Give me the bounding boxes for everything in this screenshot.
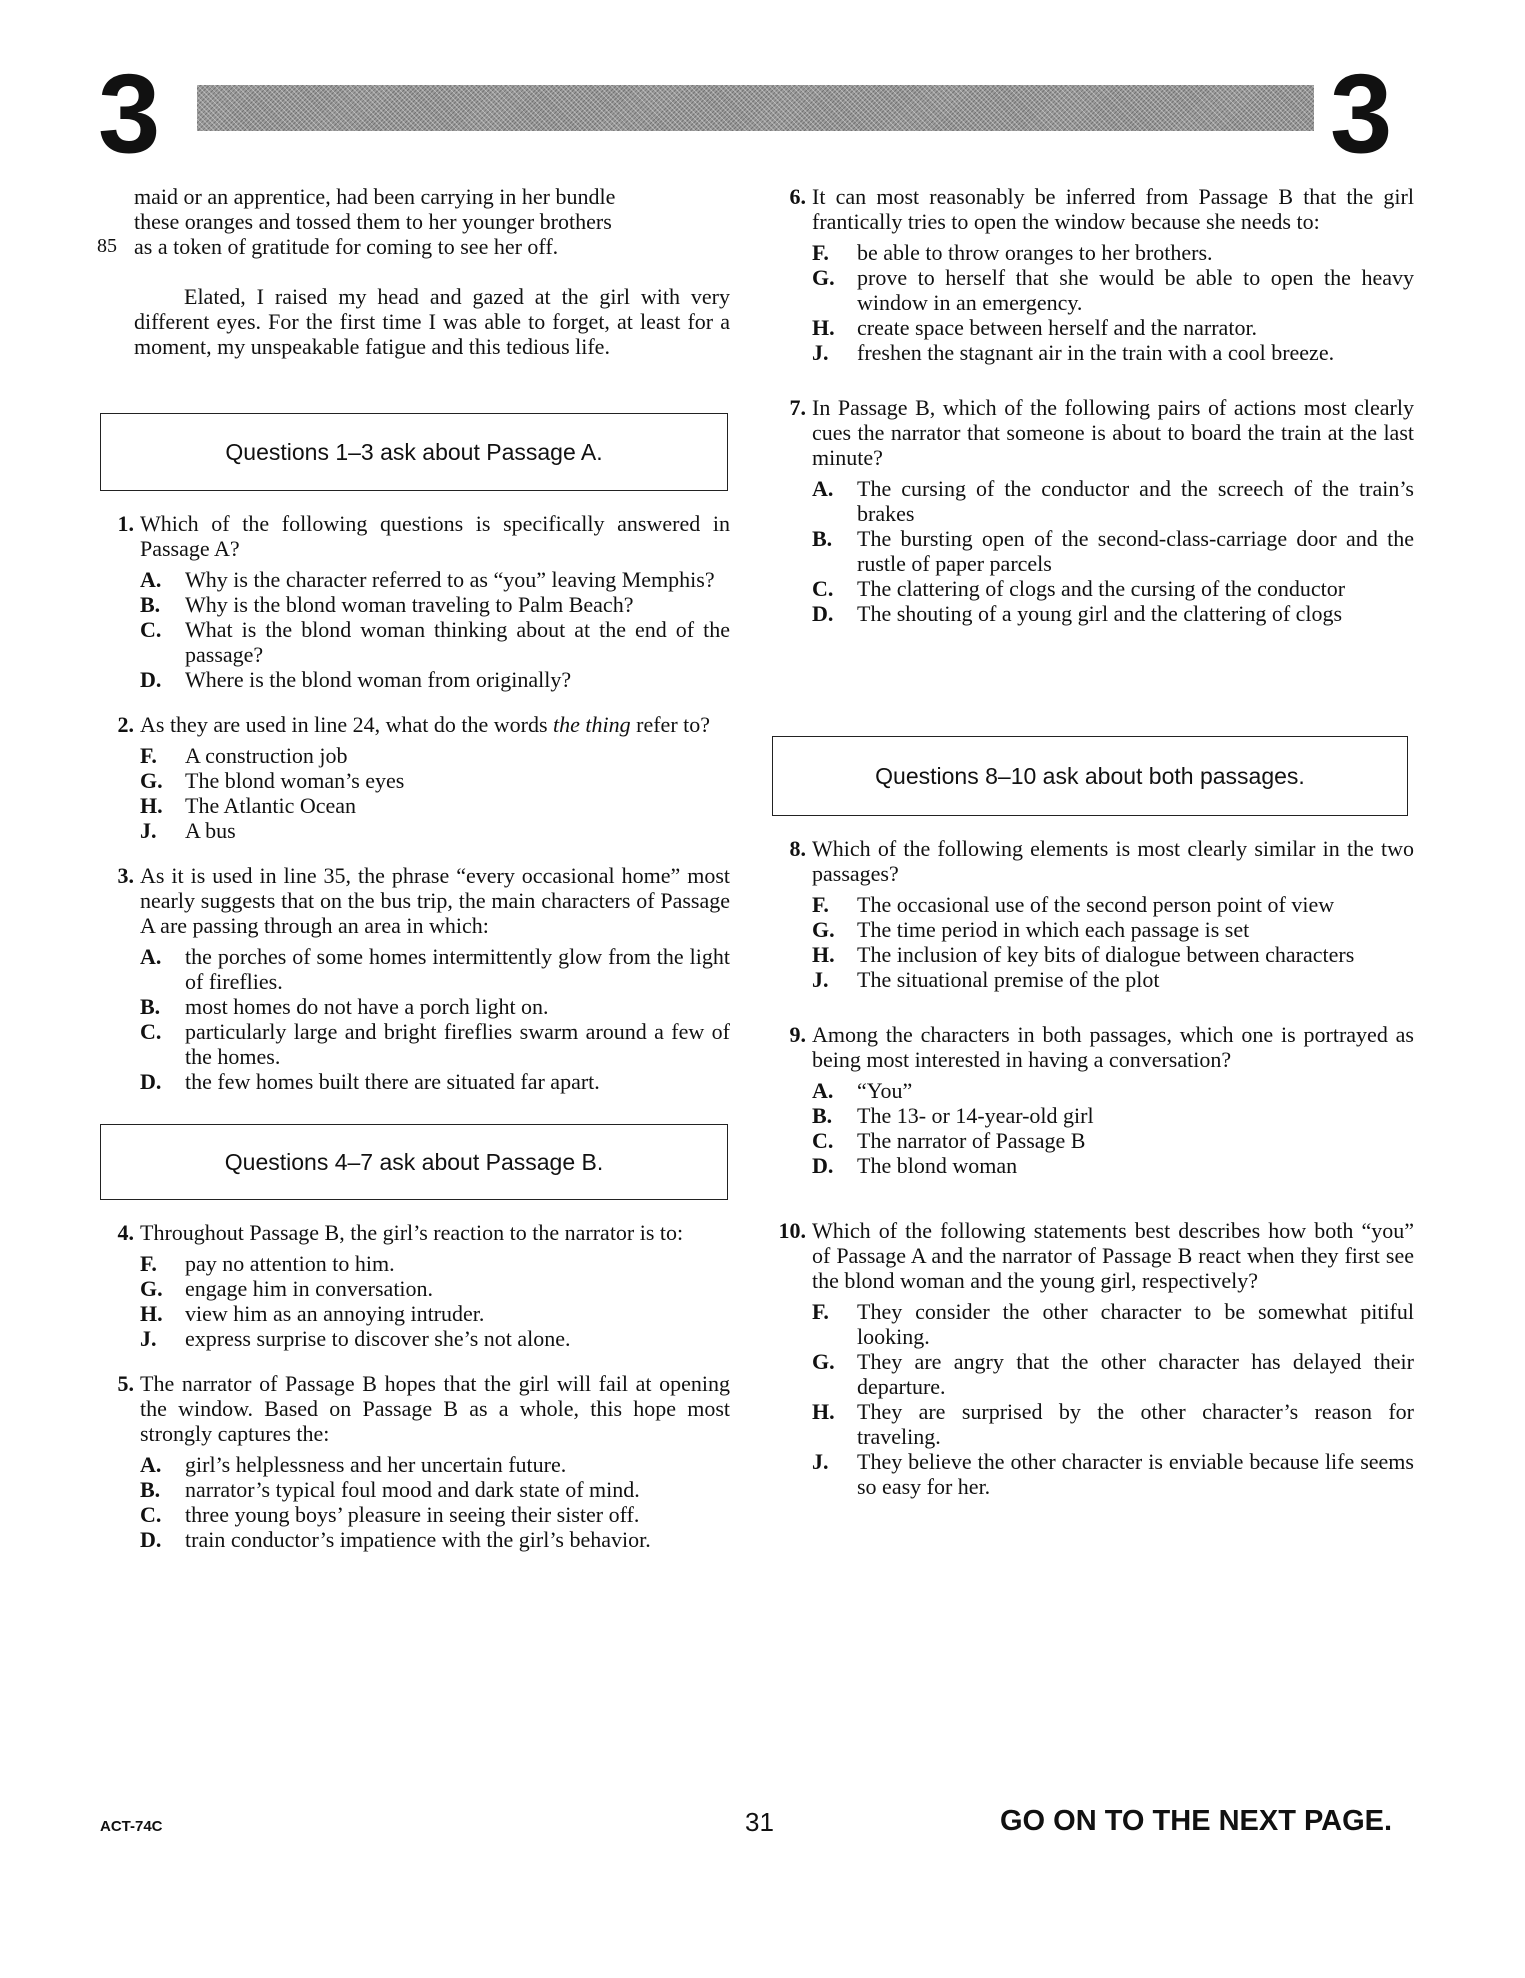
question-number: 10. [778,1218,806,1243]
option-letter: J. [812,967,829,992]
right-column [772,184,1414,1499]
answer-options [812,1299,1414,1499]
question-stem: The narrator of Passage B hopes that the girl will fail at opening the window. Based on Passage B as a whole, this hope most strongly captures the: [140,1371,730,1446]
answer-option[interactable] [140,1326,730,1351]
option-letter: G. [812,917,835,942]
option-letter: C. [140,1502,162,1527]
question-stem: Throughout Passage B, the girl’s reaction to the narrator is to: [140,1220,684,1245]
question-number: 1. [117,511,134,536]
option-letter: A. [140,567,162,592]
option-letter: H. [140,1301,163,1326]
option-letter: F. [140,1251,157,1276]
option-letter: D. [140,1527,162,1552]
option-letter: D. [140,667,162,692]
answer-option[interactable] [140,944,730,994]
question-2 [100,712,730,843]
option-text: the porches of some homes intermittently glow from the light of fireflies. [185,944,730,994]
option-letter: J. [140,1326,157,1351]
passage-line-text: these oranges and tossed them to her younger brothers [134,209,612,234]
stem-text: As they are used in line 24, what do the words [140,712,554,737]
question-stem: Which of the following elements is most clearly similar in the two passages? [812,836,1414,886]
question-stem: Which of the following questions is specifically answered in Passage A? [140,511,730,561]
answer-option[interactable] [812,476,1414,526]
line-number: 85 [97,235,117,257]
answer-option[interactable] [140,994,730,1019]
option-letter: H. [812,315,835,340]
answer-option[interactable] [812,967,1414,992]
answer-option[interactable] [140,818,730,843]
option-letter: J. [812,340,829,365]
answer-option[interactable] [812,576,1414,601]
answer-option[interactable] [812,1449,1414,1499]
option-letter: A. [812,476,834,501]
section-number-left: 3 [98,51,161,176]
option-text: They are surprised by the other character’s reason for traveling. [857,1399,1414,1449]
stem-quoted-words: the thing [553,712,631,737]
option-text: The blond woman [857,1153,1018,1178]
option-text: The inclusion of key bits of dialogue between characters [857,942,1355,967]
option-letter: F. [812,1299,829,1324]
answer-option[interactable] [812,315,1414,340]
answer-options [140,743,730,843]
question-stem: As it is used in line 35, the phrase “every occasional home” most nearly suggests that on the bus trip, the main characters of Passage A are passing through an area in which: [140,863,730,938]
option-text: most homes do not have a porch light on. [185,994,549,1019]
answer-option[interactable] [812,601,1414,626]
answer-option[interactable] [812,1078,1414,1103]
answer-option[interactable] [140,768,730,793]
passage-line-text: as a token of gratitude for coming to see her off. [134,234,559,259]
question-number: 8. [789,836,806,861]
option-text: Why is the character referred to as “you” leaving Memphis? [185,567,715,592]
question-number: 3. [117,863,134,888]
passage-excerpt [97,184,730,359]
option-letter: A. [140,1452,162,1477]
option-text: Why is the blond woman traveling to Palm Beach? [185,592,634,617]
answer-option[interactable] [140,667,730,692]
option-letter: G. [140,768,163,793]
option-text: The 13- or 14-year-old girl [857,1103,1094,1128]
question-7 [772,395,1414,626]
option-letter: H. [812,1399,835,1424]
question-4 [100,1220,730,1351]
answer-option[interactable] [140,1019,730,1069]
option-text: The situational premise of the plot [857,967,1160,992]
option-text: girl’s helplessness and her uncertain future. [185,1452,567,1477]
option-text: What is the blond woman thinking about at the end of the passage? [185,617,730,667]
option-text: The shouting of a young girl and the clattering of clogs [857,601,1343,626]
section-number-right: 3 [1330,51,1393,176]
answer-option[interactable] [140,1069,730,1094]
question-number: 7. [789,395,806,420]
option-text: The narrator of Passage B [857,1128,1086,1153]
answer-option[interactable] [812,240,1414,265]
option-text: view him as an annoying intruder. [185,1301,485,1326]
answer-option[interactable] [140,617,730,667]
answer-option[interactable] [812,340,1414,365]
option-letter: C. [140,1019,162,1044]
answer-options [140,944,730,1094]
question-number: 4. [117,1220,134,1245]
go-on-notice: GO ON TO THE NEXT PAGE. [1000,1805,1393,1837]
answer-option[interactable] [140,1251,730,1276]
option-letter: C. [812,576,834,601]
left-column [97,184,730,1552]
page-number: 31 [745,1807,774,1837]
option-letter: F. [812,892,829,917]
question-number: 9. [789,1022,806,1047]
option-letter: G. [812,265,835,290]
answer-option[interactable] [140,743,730,768]
option-text: The clattering of clogs and the cursing of the conductor [857,576,1346,601]
answer-options [812,892,1414,992]
question-5 [100,1371,730,1552]
option-text: particularly large and bright fireflies swarm around a few of the homes. [185,1019,730,1069]
answer-option[interactable] [140,1452,730,1477]
question-stem [140,712,730,737]
question-number: 6. [789,184,806,209]
answer-option[interactable] [140,1301,730,1326]
answer-option[interactable] [812,1399,1414,1449]
answer-options [140,1251,730,1351]
option-text: The cursing of the conductor and the screech of the train’s brakes [857,476,1414,526]
option-letter: D. [812,601,834,626]
option-letter: J. [140,818,157,843]
option-text: be able to throw oranges to her brothers. [857,240,1213,265]
option-text: three young boys’ pleasure in seeing their sister off. [185,1502,640,1527]
option-letter: A. [812,1078,834,1103]
option-text: create space between herself and the narrator. [857,315,1258,340]
option-letter: F. [812,240,829,265]
question-number: 2. [117,712,134,737]
option-letter: F. [140,743,157,768]
question-3 [100,863,730,1094]
answer-option[interactable] [812,892,1414,917]
option-text: prove to herself that she would be able to open the heavy window in an emergency. [857,265,1414,315]
question-number: 5. [117,1371,134,1396]
option-text: express surprise to discover she’s not alone. [185,1326,571,1351]
answer-option[interactable] [812,1128,1414,1153]
question-stem: It can most reasonably be inferred from Passage B that the girl frantically tries to open the window because she needs to: [812,184,1414,234]
option-text: They believe the other character is enviable because life seems so easy for her. [857,1449,1414,1499]
option-letter: B. [140,592,161,617]
question-stem: In Passage B, which of the following pairs of actions most clearly cues the narrator that someone is about to board the train at the last minute? [812,395,1414,470]
option-text: The blond woman’s eyes [185,768,405,793]
question-8 [772,836,1414,992]
option-letter: A. [140,944,162,969]
option-letter: G. [140,1276,163,1301]
option-text: Where is the blond woman from originally? [185,667,572,692]
option-letter: G. [812,1349,835,1374]
option-text: The occasional use of the second person point of view [857,892,1335,917]
answer-option[interactable] [140,1502,730,1527]
passage-line [100,209,730,234]
answer-options [812,1078,1414,1178]
header-bar [197,85,1314,131]
option-letter: B. [140,1477,161,1502]
answer-option[interactable] [812,917,1414,942]
passage-paragraph: Elated, I raised my head and gazed at the girl with very different eyes. For the first time I was able to forget, at least for a moment, my unspeakable fatigue and this tedious life. [134,284,730,359]
answer-option[interactable] [140,1477,730,1502]
option-letter: B. [812,526,833,551]
answer-options [812,240,1414,365]
question-1 [100,511,730,692]
passage-line-text: maid or an apprentice, had been carrying in her bundle [134,184,616,209]
option-text: pay no attention to him. [185,1251,395,1276]
question-stem: Which of the following statements best describes how both “you” of Passage A and the narrator of Passage B react when they first see the blond woman and the young girl, respectively? [812,1218,1414,1293]
both-passages-questions-box: Questions 8–10 ask about both passages. [772,736,1408,816]
option-letter: D. [812,1153,834,1178]
answer-option[interactable] [812,1103,1414,1128]
passage-a-questions-box: Questions 1–3 ask about Passage A. [100,413,728,491]
option-letter: B. [140,994,161,1019]
answer-option[interactable] [812,942,1414,967]
question-6 [772,184,1414,365]
question-stem: Among the characters in both passages, which one is portrayed as being most interested in having a conversation? [812,1022,1414,1072]
option-text: They are angry that the other character has delayed their departure. [857,1349,1414,1399]
answer-option[interactable] [812,1349,1414,1399]
answer-option[interactable] [140,1276,730,1301]
option-text: They consider the other character to be somewhat pitiful looking. [857,1299,1414,1349]
option-letter: H. [140,793,163,818]
option-text: train conductor’s impatience with the girl’s behavior. [185,1527,651,1552]
option-letter: C. [140,617,162,642]
option-letter: D. [140,1069,162,1094]
answer-option[interactable] [140,567,730,592]
option-text: A construction job [185,743,348,768]
option-text: The bursting open of the second-class-carriage door and the rustle of paper parcels [857,526,1414,576]
answer-option[interactable] [812,526,1414,576]
passage-line [100,184,730,209]
option-text: freshen the stagnant air in the train with a cool breeze. [857,340,1335,365]
passage-b-questions-box: Questions 4–7 ask about Passage B. [100,1124,728,1200]
answer-option[interactable] [140,592,730,617]
answer-options [812,476,1414,626]
option-text: engage him in conversation. [185,1276,434,1301]
option-text: narrator’s typical foul mood and dark state of mind. [185,1477,640,1502]
option-text: A bus [185,818,236,843]
answer-option[interactable] [140,793,730,818]
question-10 [772,1218,1414,1499]
answer-option[interactable] [812,1153,1414,1178]
option-letter: J. [812,1449,829,1474]
answer-option[interactable] [812,1299,1414,1349]
option-text: The Atlantic Ocean [185,793,357,818]
answer-options [140,1452,730,1552]
answer-option[interactable] [812,265,1414,315]
form-code: ACT-74C [100,1818,163,1835]
option-letter: C. [812,1128,834,1153]
answer-option[interactable] [140,1527,730,1552]
passage-line [97,234,730,259]
option-text: “You” [857,1078,913,1103]
answer-options [140,567,730,692]
question-9 [772,1022,1414,1178]
option-text: the few homes built there are situated far apart. [185,1069,600,1094]
stem-text: refer to? [630,712,711,737]
option-letter: H. [812,942,835,967]
option-letter: B. [812,1103,833,1128]
option-text: The time period in which each passage is set [857,917,1250,942]
